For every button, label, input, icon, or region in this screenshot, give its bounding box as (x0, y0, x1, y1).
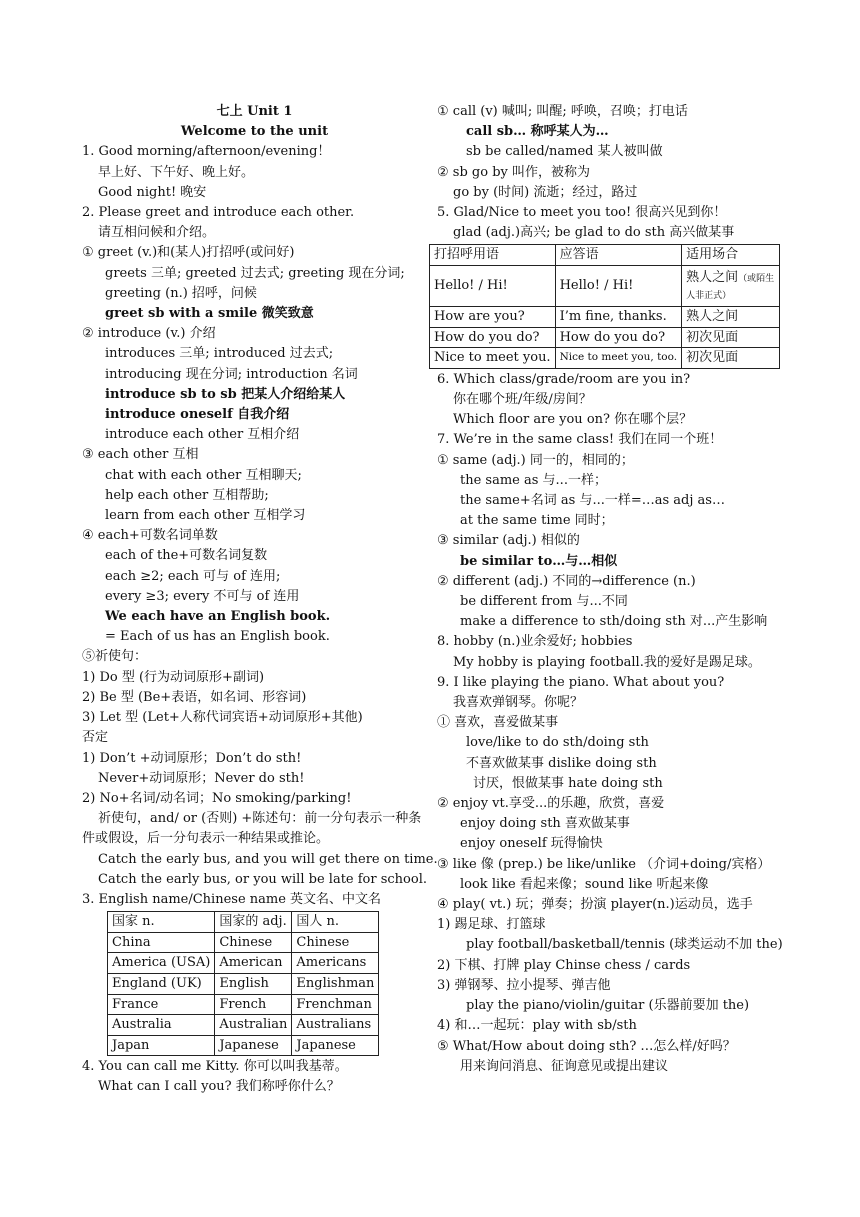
text-paragraph: 祈使句，and/ or (否则) +陈述句：前一分句表示一种条件或假设，后一分句表示一种结果或推论。 (82, 811, 422, 847)
text-line: ② enjoy vt.享受...的乐趣，欣赏，喜爱 (437, 796, 665, 812)
text-line: 4) 和…一起玩：play with sb/sth (437, 1018, 637, 1034)
text-line: ① 喜欢，喜爱做某事 (437, 715, 559, 731)
text-line: 讨厌，恨做某事 hate doing sth (473, 775, 663, 791)
text-line: ① same (adj.) 同一的，相同的； (437, 452, 634, 468)
text-line: 6. Which class/grade/room are you in? (437, 371, 691, 387)
table-cell: I’m fine, thanks. (555, 307, 682, 328)
text-line: each ≥2; each 可与 of 连用; (105, 568, 281, 584)
text-line: every ≥3; every 不可与 of 连用 (105, 588, 300, 604)
text-line: go by (时间) 流逝；经过，路过 (453, 184, 638, 200)
text-line: chat with each other 互相聊天; (105, 467, 302, 483)
text-line: be different from 与...不同 (460, 594, 628, 610)
text-line: My hobby is playing football.我的爱好是踢足球。 (453, 654, 761, 670)
table-header-cell: 打招呼用语 (430, 245, 556, 266)
text-line: ② introduce (v.) 介绍 (82, 326, 216, 342)
unit-title: 七上 Unit 1 (216, 104, 293, 119)
table-cell: How are you? (430, 307, 556, 328)
text-line: help each other 互相帮助; (105, 487, 269, 503)
table-row (430, 266, 780, 307)
table-cell: Nice to meet you, too. (555, 348, 682, 369)
table-cell: Chinese (292, 932, 379, 953)
table-cell: Australia (108, 1015, 215, 1036)
table-cell: 初次见面 (682, 327, 780, 348)
text-line: 否定 (82, 730, 109, 746)
text-line: learn from each other 互相学习 (105, 508, 306, 524)
table-header-cell: 适用场合 (682, 245, 780, 266)
text-line: love/like to do sth/doing sth (466, 735, 649, 751)
text-line: sb be called/named 某人被叫做 (466, 144, 663, 160)
text-line: Never+动词原形；Never do sth! (98, 770, 305, 786)
table-header-row (430, 245, 780, 266)
table-cell: English (215, 973, 292, 994)
table-cell: Americans (292, 953, 379, 974)
text-line: 9. I like playing the piano. What about you? (437, 674, 725, 690)
table-header-cell: 国家的 adj. (215, 912, 292, 933)
text-line: enjoy doing sth 喜欢做某事 (460, 816, 630, 832)
table-cell: Hello! / Hi! (430, 266, 556, 307)
table-cell: American (215, 953, 292, 974)
text-line: make a difference to sth/doing sth 对...产生影响 (460, 614, 768, 630)
text-line: at the same time 同时； (460, 513, 614, 529)
text-line: 4. You can call me Kitty. 你可以叫我基蒂。 (82, 1059, 348, 1075)
text-line: ③ each other 互相 (82, 447, 199, 463)
text-line: introducing 现在分词; introduction 名词 (105, 366, 358, 382)
table-cell: America (USA) (108, 953, 215, 974)
section-subtitle: Welcome to the unit (180, 124, 329, 140)
text-line: introduces 三单; introduced 过去式; (105, 346, 334, 362)
text-line: look like 看起来像；sound like 听起来像 (460, 876, 709, 892)
text-line: ⑤祈使句： (82, 649, 148, 665)
text-line: ① greet (v.)和(某人)打招呼(或问好) (82, 245, 295, 261)
text-line: be similar to…与…相似 (460, 553, 618, 569)
table-cell (682, 266, 780, 307)
text-line: Catch the early bus, and you will get there on time. (98, 851, 438, 867)
text-line: We each have an English book. (105, 609, 331, 625)
text-line: 1) Do 型 (行为动词原形+副词) (82, 669, 265, 685)
text-line: 3. English name/Chinese name 英文名、中文名 (82, 891, 382, 907)
text-line: 5. Glad/Nice to meet you too! 很高兴见到你！ (437, 205, 727, 221)
table-row (430, 307, 780, 328)
text-line: Which floor are you on? 你在哪个层？ (453, 412, 693, 428)
table-row (430, 348, 780, 369)
text-line: greet sb with a smile 微笑致意 (105, 306, 314, 322)
table-row (108, 994, 379, 1015)
text-line: = Each of us has an English book. (105, 629, 330, 645)
table-cell: 熟人之间 (682, 307, 780, 328)
table-cell: Frenchman (292, 994, 379, 1015)
text-line: 8. hobby (n.)业余爱好; hobbies (437, 634, 633, 650)
table-cell: England (UK) (108, 973, 215, 994)
text-line: ④ each+可数名词单数 (82, 528, 218, 544)
table-cell: 初次见面 (682, 348, 780, 369)
text-line: ② sb go by 叫作，被称为 (437, 164, 590, 180)
text-line: glad (adj.)高兴; be glad to do sth 高兴做某事 (453, 225, 735, 241)
table-cell: Australians (292, 1015, 379, 1036)
text-line: call sb… 称呼某人为… (466, 124, 609, 140)
text-line: 1) 踢足球、打篮球 (437, 917, 546, 933)
text-paragraph: ④ play( vt.) 玩；弹奏；扮演 player(n.)运动员，选手 (437, 897, 753, 913)
text-line: 2) 下棋、打牌 play Chinse chess / cards (437, 957, 691, 973)
text-line: ⑤ What/How about doing sth? …怎么样/好吗？ (437, 1038, 736, 1054)
table-row (108, 953, 379, 974)
table-cell: France (108, 994, 215, 1015)
table-row (108, 1015, 379, 1036)
text-line: introduce each other 互相介绍 (105, 427, 300, 443)
text-line: 2. Please greet and introduce each other. (82, 205, 355, 221)
table-header-row (108, 912, 379, 933)
occasion-note: （或陌生人非正式） (686, 274, 775, 302)
text-line: 1) Don’t +动词原形；Don’t do sth! (82, 750, 302, 766)
table-cell: China (108, 932, 215, 953)
table-row (108, 932, 379, 953)
text-line: 1. Good morning/afternoon/evening！ (82, 144, 331, 160)
text-line: 用来询问消息、征询意见或提出建议 (460, 1058, 669, 1074)
text-line: play football/basketball/tennis (球类运动不加 the) (466, 937, 783, 953)
text-line: ③ like 像 (prep.) be like/unlike （介词+doing/宾格） (437, 856, 771, 872)
text-line: play the piano/violin/guitar (乐器前要加 the) (466, 998, 750, 1014)
text-line: What can I call you? 我们称呼你什么？ (98, 1079, 340, 1095)
table-header-cell: 应答语 (555, 245, 682, 266)
text-line: 我喜欢弹钢琴。你呢？ (453, 695, 584, 711)
text-line: ③ similar (adj.) 相似的 (437, 533, 580, 549)
text-line: Good night! 晚安 (98, 184, 207, 200)
text-line: 早上好、下午好、晚上好。 (98, 164, 255, 180)
text-line: Catch the early bus, or you will be late for school. (98, 871, 427, 887)
table-cell: How do you do? (555, 327, 682, 348)
text-line: each of the+可数名词复数 (105, 548, 268, 564)
table-row (108, 973, 379, 994)
text-line: ① call (v) 喊叫; 叫醒; 呼唤，召唤；打电话 (437, 104, 688, 119)
text-line: greets 三单; greeted 过去式; greeting 现在分词; (105, 265, 405, 281)
table-header-cell: 国人 n. (292, 912, 379, 933)
text-line: 3) 弹钢琴、拉小提琴、弹吉他 (437, 977, 611, 993)
text-line: introduce sb to sb 把某人介绍给某人 (105, 386, 346, 402)
country-table (107, 911, 379, 1056)
left-column (82, 102, 438, 1098)
text-line: the same+名词 as 与...一样=…as adj as… (460, 493, 725, 509)
text-line: greeting (n.) 招呼，问候 (105, 285, 257, 301)
text-line: the same as 与...一样； (460, 472, 607, 488)
text-line: ② different (adj.) 不同的→difference (n.) (437, 573, 696, 589)
table-row (430, 327, 780, 348)
text-line: enjoy oneself 玩得愉快 (460, 836, 603, 852)
table-cell: Chinese (215, 932, 292, 953)
table-cell: Englishman (292, 973, 379, 994)
text-line: 7. We’re in the same class! 我们在同一个班！ (437, 432, 723, 448)
text-line: 请互相问候和介绍。 (98, 225, 216, 241)
table-cell: Japan (108, 1035, 215, 1056)
table-cell: Japanese (292, 1035, 379, 1056)
right-column (434, 102, 787, 1077)
table-cell: Australian (215, 1015, 292, 1036)
greeting-table (429, 244, 780, 368)
occasion-label: 熟人之间 (686, 270, 739, 286)
table-row (108, 1035, 379, 1056)
text-line: 不喜欢做某事 dislike doing sth (466, 755, 657, 771)
table-header-cell: 国家 n. (108, 912, 215, 933)
text-line: 2) No+名词/动名词；No smoking/parking! (82, 790, 352, 806)
table-cell: Nice to meet you. (430, 348, 556, 369)
table-cell: How do you do? (430, 327, 556, 348)
table-cell: French (215, 994, 292, 1015)
table-cell: Hello! / Hi! (555, 266, 682, 307)
text-line: 2) Be 型 (Be+表语，如名词、形容词) (82, 689, 307, 705)
text-line: 3) Let 型 (Let+人称代词宾语+动词原形+其他) (82, 710, 363, 726)
text-line: 你在哪个班/年级/房间？ (453, 392, 592, 407)
table-cell: Japanese (215, 1035, 292, 1056)
text-line: introduce oneself 自我介绍 (105, 407, 290, 423)
